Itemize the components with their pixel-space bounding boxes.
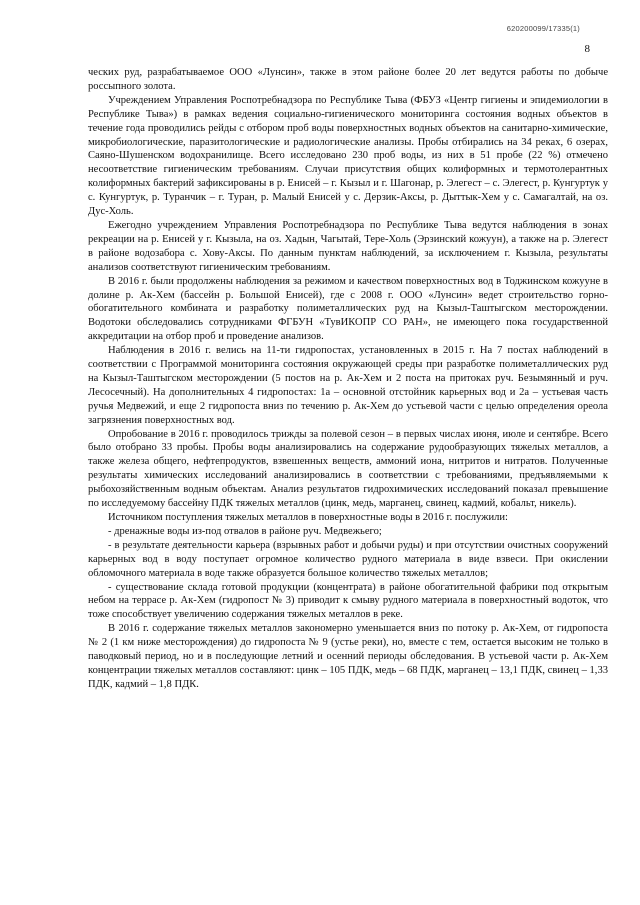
list-item-quarry: - в результате деятельности карьера (взрывных работ и добычи руды) и при отсутствии очистных сооружений карьерных вод в воду поступает огромное количество рудного материала в виде взвеси. При окислении обломочного материала в воде также образуется большое количество тяжелых металлов; <box>88 539 608 579</box>
paragraph-hydroposts: Наблюдения в 2016 г. велись на 11-ти гидропостах, установленных в 2015 г. На 7 постах наблюдений в соответствии с Программой мониторинга состояния окружающей среды при разработке полиметаллических руд на Кызыл-Таштыгском месторождении (5 постов на р. Ак-Хем и 2 поста на притоках руч. Безымянный и руч. Лесосечный). На дополнительных 4 гидропостах: 1а – основной отстойник карьерных вод и 2а – устьевая часть ручья Медвежий, и еще 2 гидропоста вниз по течению р. Ак-Хем до устьевой части с целью определения ореола загрязнения поверхностных вод. <box>88 345 608 426</box>
paragraph-ak-khem-observations: В 2016 г. были продолжены наблюдения за режимом и качеством поверхностных вод в Тоджинском кожууне в долине р. Ак-Хем (бассейн р. Большой Енисей), где с 2008 г. ООО «Лунсин» ведет строительство горно-обогатительного комбината и разработку полиметаллических руд на Кызыл-Таштыгском месторождении. Водотоки обследовались сотрудниками ФГБУН «ТувИКОПР СО РАН», не имеющего пока государственной аккредитации на отбор проб и проведение анализов. <box>88 275 608 343</box>
paragraph-heavy-metals-conclusion: В 2016 г. содержание тяжелых металлов закономерно уменьшается вниз по потоку р. Ак-Хем, от гидропоста № 2 (1 км ниже месторождения) до гидропоста № 9 (устье реки), но, вместе с тем, остается высоким не только в паводковый период, но и в последующие летний и осенний периоды обследования. В устьевой части р. Ак-Хем концентрации тяжелых металлов составляют: цинк – 105 ПДК, медь – 68 ПДК, марганец – 13,1 ПДК, свинец – 1,33 ПДК, кадмий – 1,8 ПДК. <box>88 623 608 690</box>
list-item-concentrate-storage: - существование склада готовой продукции (концентрата) в районе обогатительной фабрики под открытым небом на террасе р. Ак-Хем (гидропост № 3) приводит к смыву рудного материала в поверхностный водоток, что тоже способствует увеличению содержания тяжелых металлов в реке. <box>88 581 608 621</box>
paragraph-sampling: Опробование в 2016 г. проводилось трижды за полевой сезон – в первых числах июня, июле и сентябре. Всего было отобрано 33 пробы. Пробы воды анализировались на содержание рудообразующих тяжелых металлов, а также железа общего, нефтепродуктов, взвешенных веществ, аммоний иона, нитритов и нитратов. Полученные результаты химических исследований анализировались в соответствии с требованиями, предъявляемыми к рыбохозяйственным водным объектам. Анализ результатов гидрохимических исследований показал превышение по исследуемому бассейну ПДК тяжелых металлов (цинк, медь, марганец, свинец, кадмий, кобальт, никель). <box>88 428 608 510</box>
document-id-stamp: 620200099/17335(1) <box>506 24 580 33</box>
list-item-drainage: - дренажные воды из-под отвалов в районе руч. Медвежьего; <box>108 525 382 537</box>
paragraph-continuation: ческих руд, разрабатываемое ООО «Лунсин», также в этом районе более 20 лет ведутся работы по добыче россыпного золота. <box>88 67 608 92</box>
body-text <box>88 66 608 692</box>
paragraph-sources-intro: Источником поступления тяжелых металлов в поверхностные воды в 2016 г. послужили: <box>108 512 508 523</box>
paragraph-rospotrebnadzor-monitoring: Учреждением Управления Роспотребнадзора по Республике Тыва (ФБУЗ «Центр гигиены и эпидемиологии в Республике Тыва») в рамках ведения социально-гигиенического мониторинга состояния водных объектов в течение года проводились рейды с отбором проб воды поверхностных водных объектов на санитарно-химические, микробиологические, паразитологические и радиологические анализы. Пробы отбирались на 34 реках, 6 озерах, Саяно-Шушенском водохранилище. Всего исследовано 230 проб воды, из них в 51 пробе (22 %) отмечено несоответствие гигиеническим требованиям. Случаи присутствия общих колиформных и термотолерантных колиформных бактерий зафиксированы в р. Енисей – г. Кызыл и г. Шагонар, р. Элегест – с. Элегест, р. Кунгуртук у с. Кунгуртук, р. Туранчик – г. Туран, р. Малый Енисей у с. Дерзик-Аксы, р. Дыттык-Хем у с. Самагалтай, на оз. Дус-Холь. <box>88 94 608 218</box>
page-number: 8 <box>584 43 590 55</box>
paragraph-recreation-zones: Ежегодно учреждением Управления Роспотребнадзора по Республике Тыва ведутся наблюдения в зонах рекреации на р. Енисей у г. Кызыла, на оз. Хадын, Чагытай, Тере-Холь (Эрзинский кожуун), а также на р. Элегест в районе водозабора с. Хову-Аксы. По данным пунктам наблюдений, за исключением г. Кызыла, результаты анализов соответствуют гигиеническим требованиям. <box>88 219 608 273</box>
